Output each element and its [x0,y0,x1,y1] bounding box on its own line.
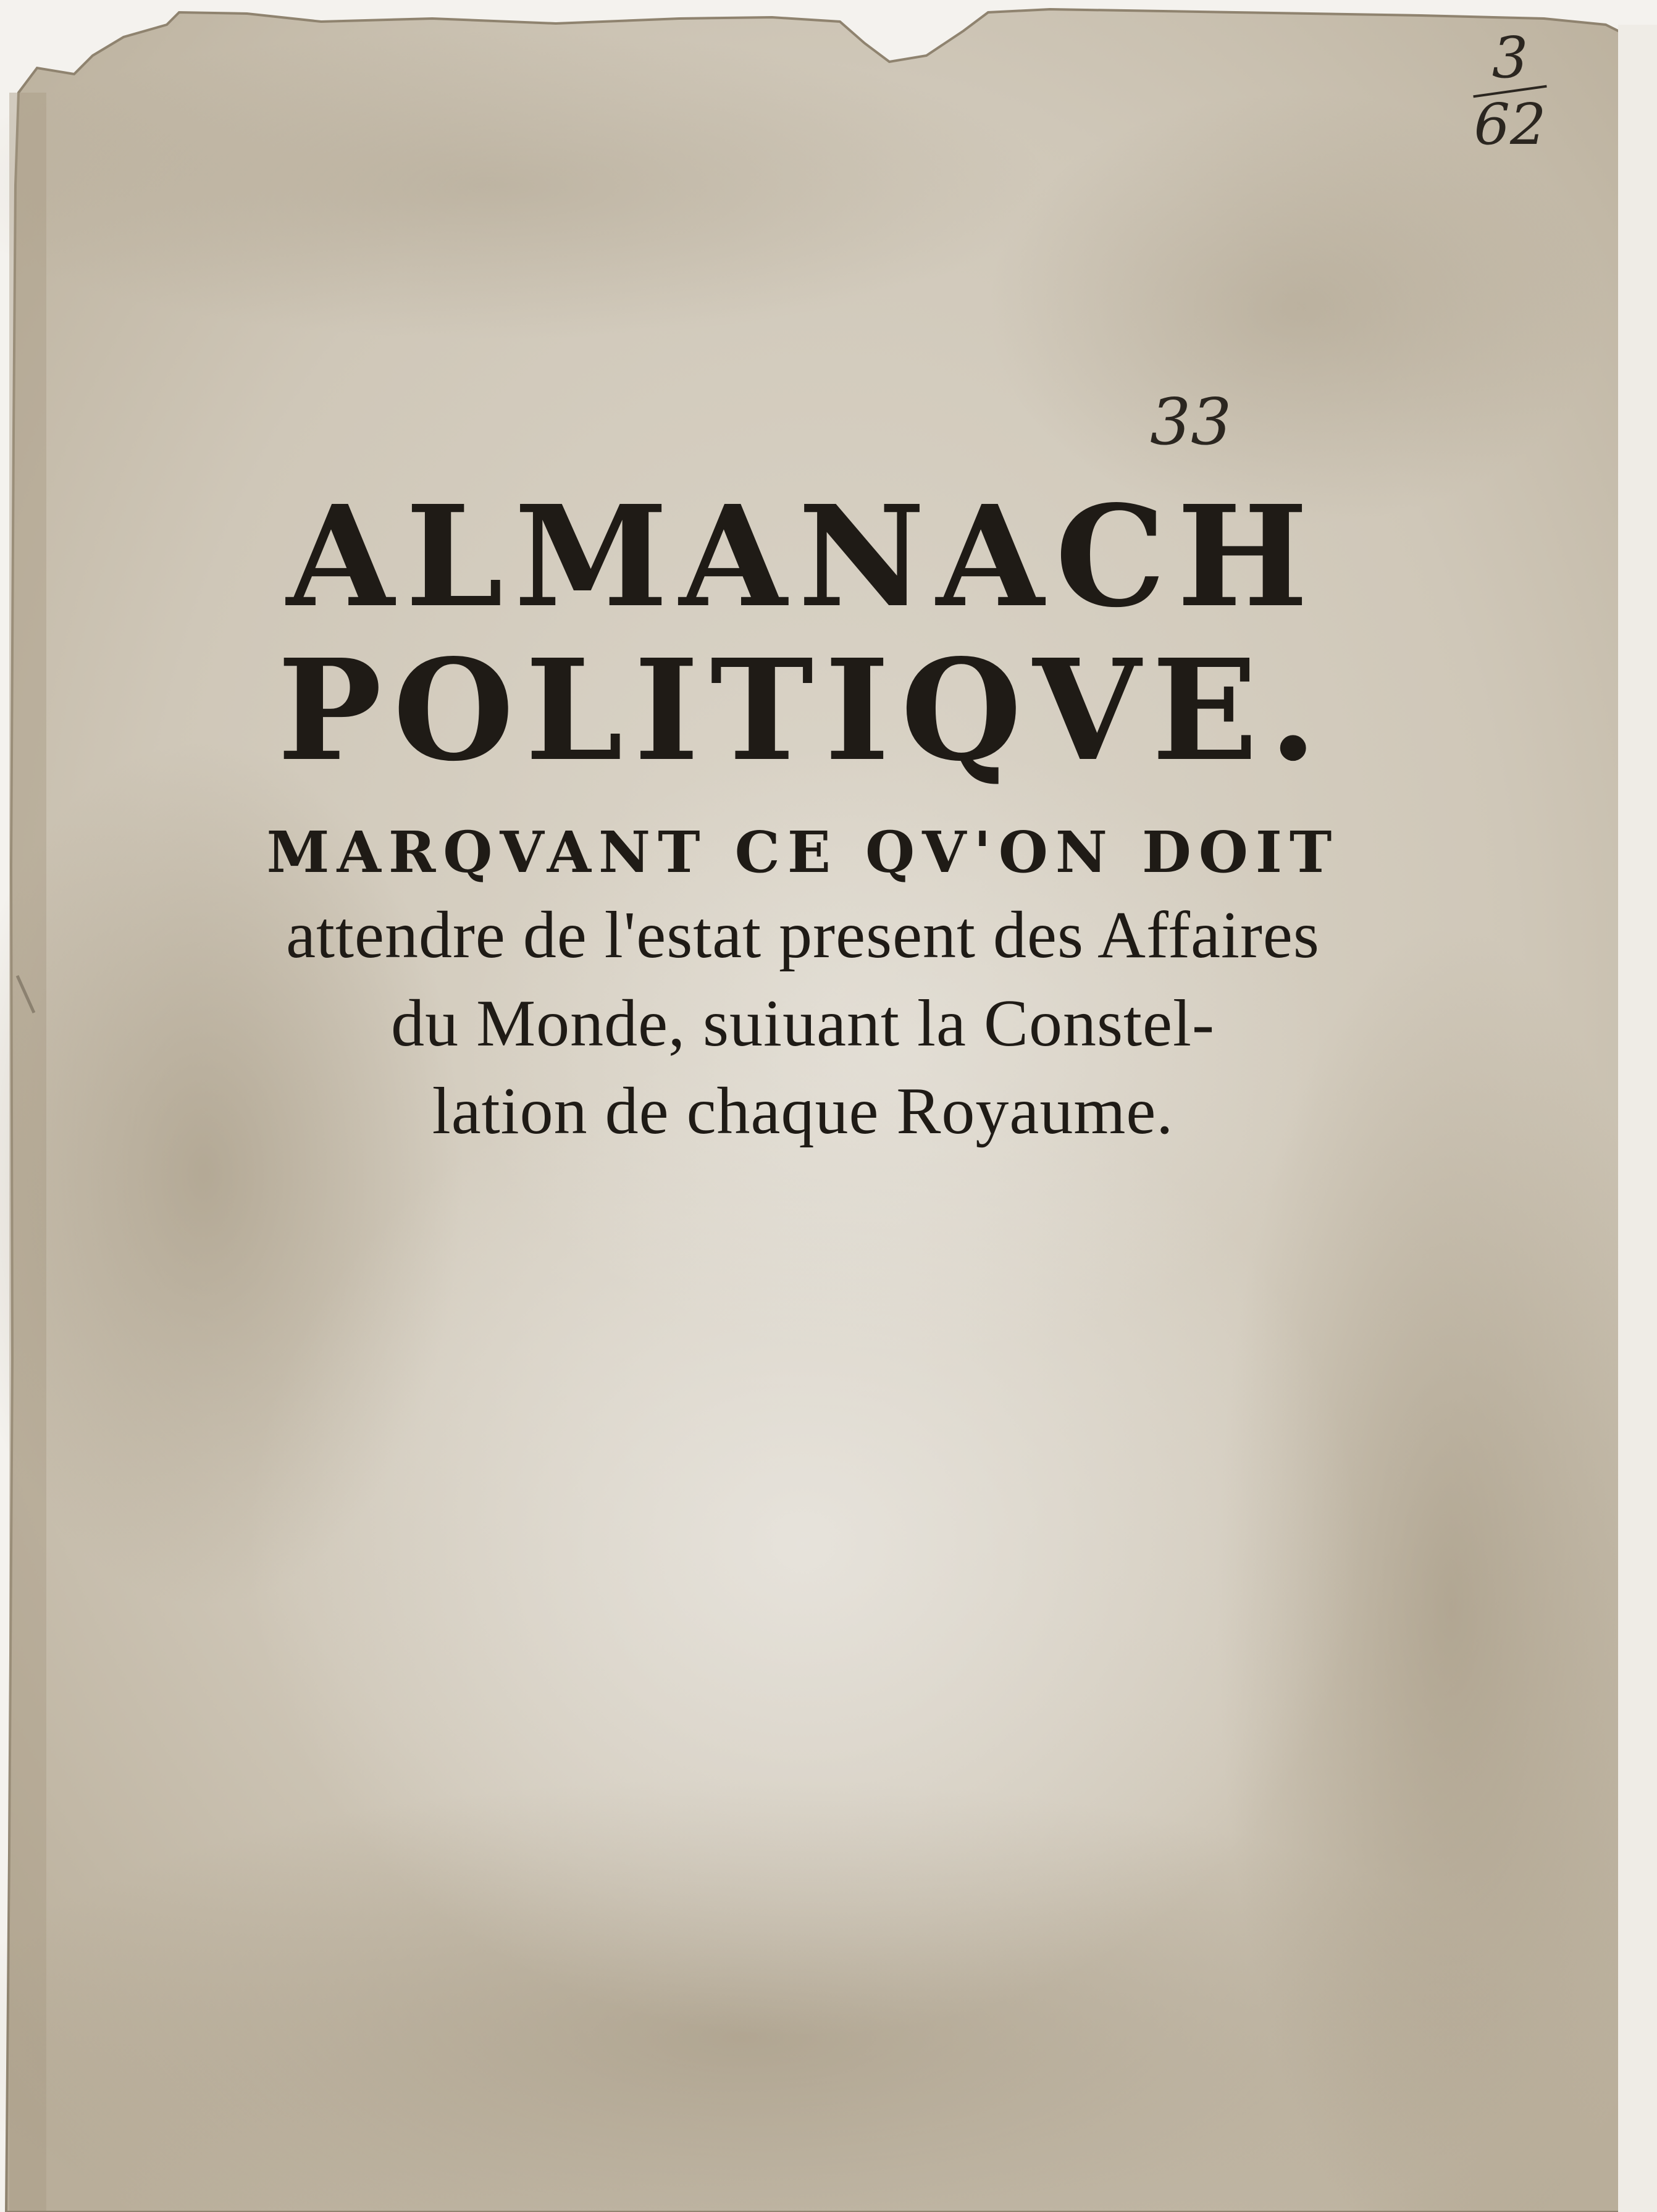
handwritten-page-number: 33 [1150,384,1232,459]
shelf-mark-top: 3 [1491,25,1529,91]
subtitle: MARQVANT CE QV'ON DOIT [266,819,1340,886]
title-block [185,475,1420,1156]
title-line-1: ALMANACH [286,475,1320,639]
body-line-2: du Monde, suiuant la Constel- [391,986,1215,1060]
body-text [185,892,1420,1156]
title-line-2: POLITIQVE. [277,629,1328,792]
body-line-3: lation de chaque Royaume. [432,1075,1174,1149]
body-line-1: attendre de l'estat present des Affaires [286,899,1320,972]
handwritten-shelf-mark [1470,25,1550,157]
shelf-mark-bottom: 62 [1474,91,1546,157]
